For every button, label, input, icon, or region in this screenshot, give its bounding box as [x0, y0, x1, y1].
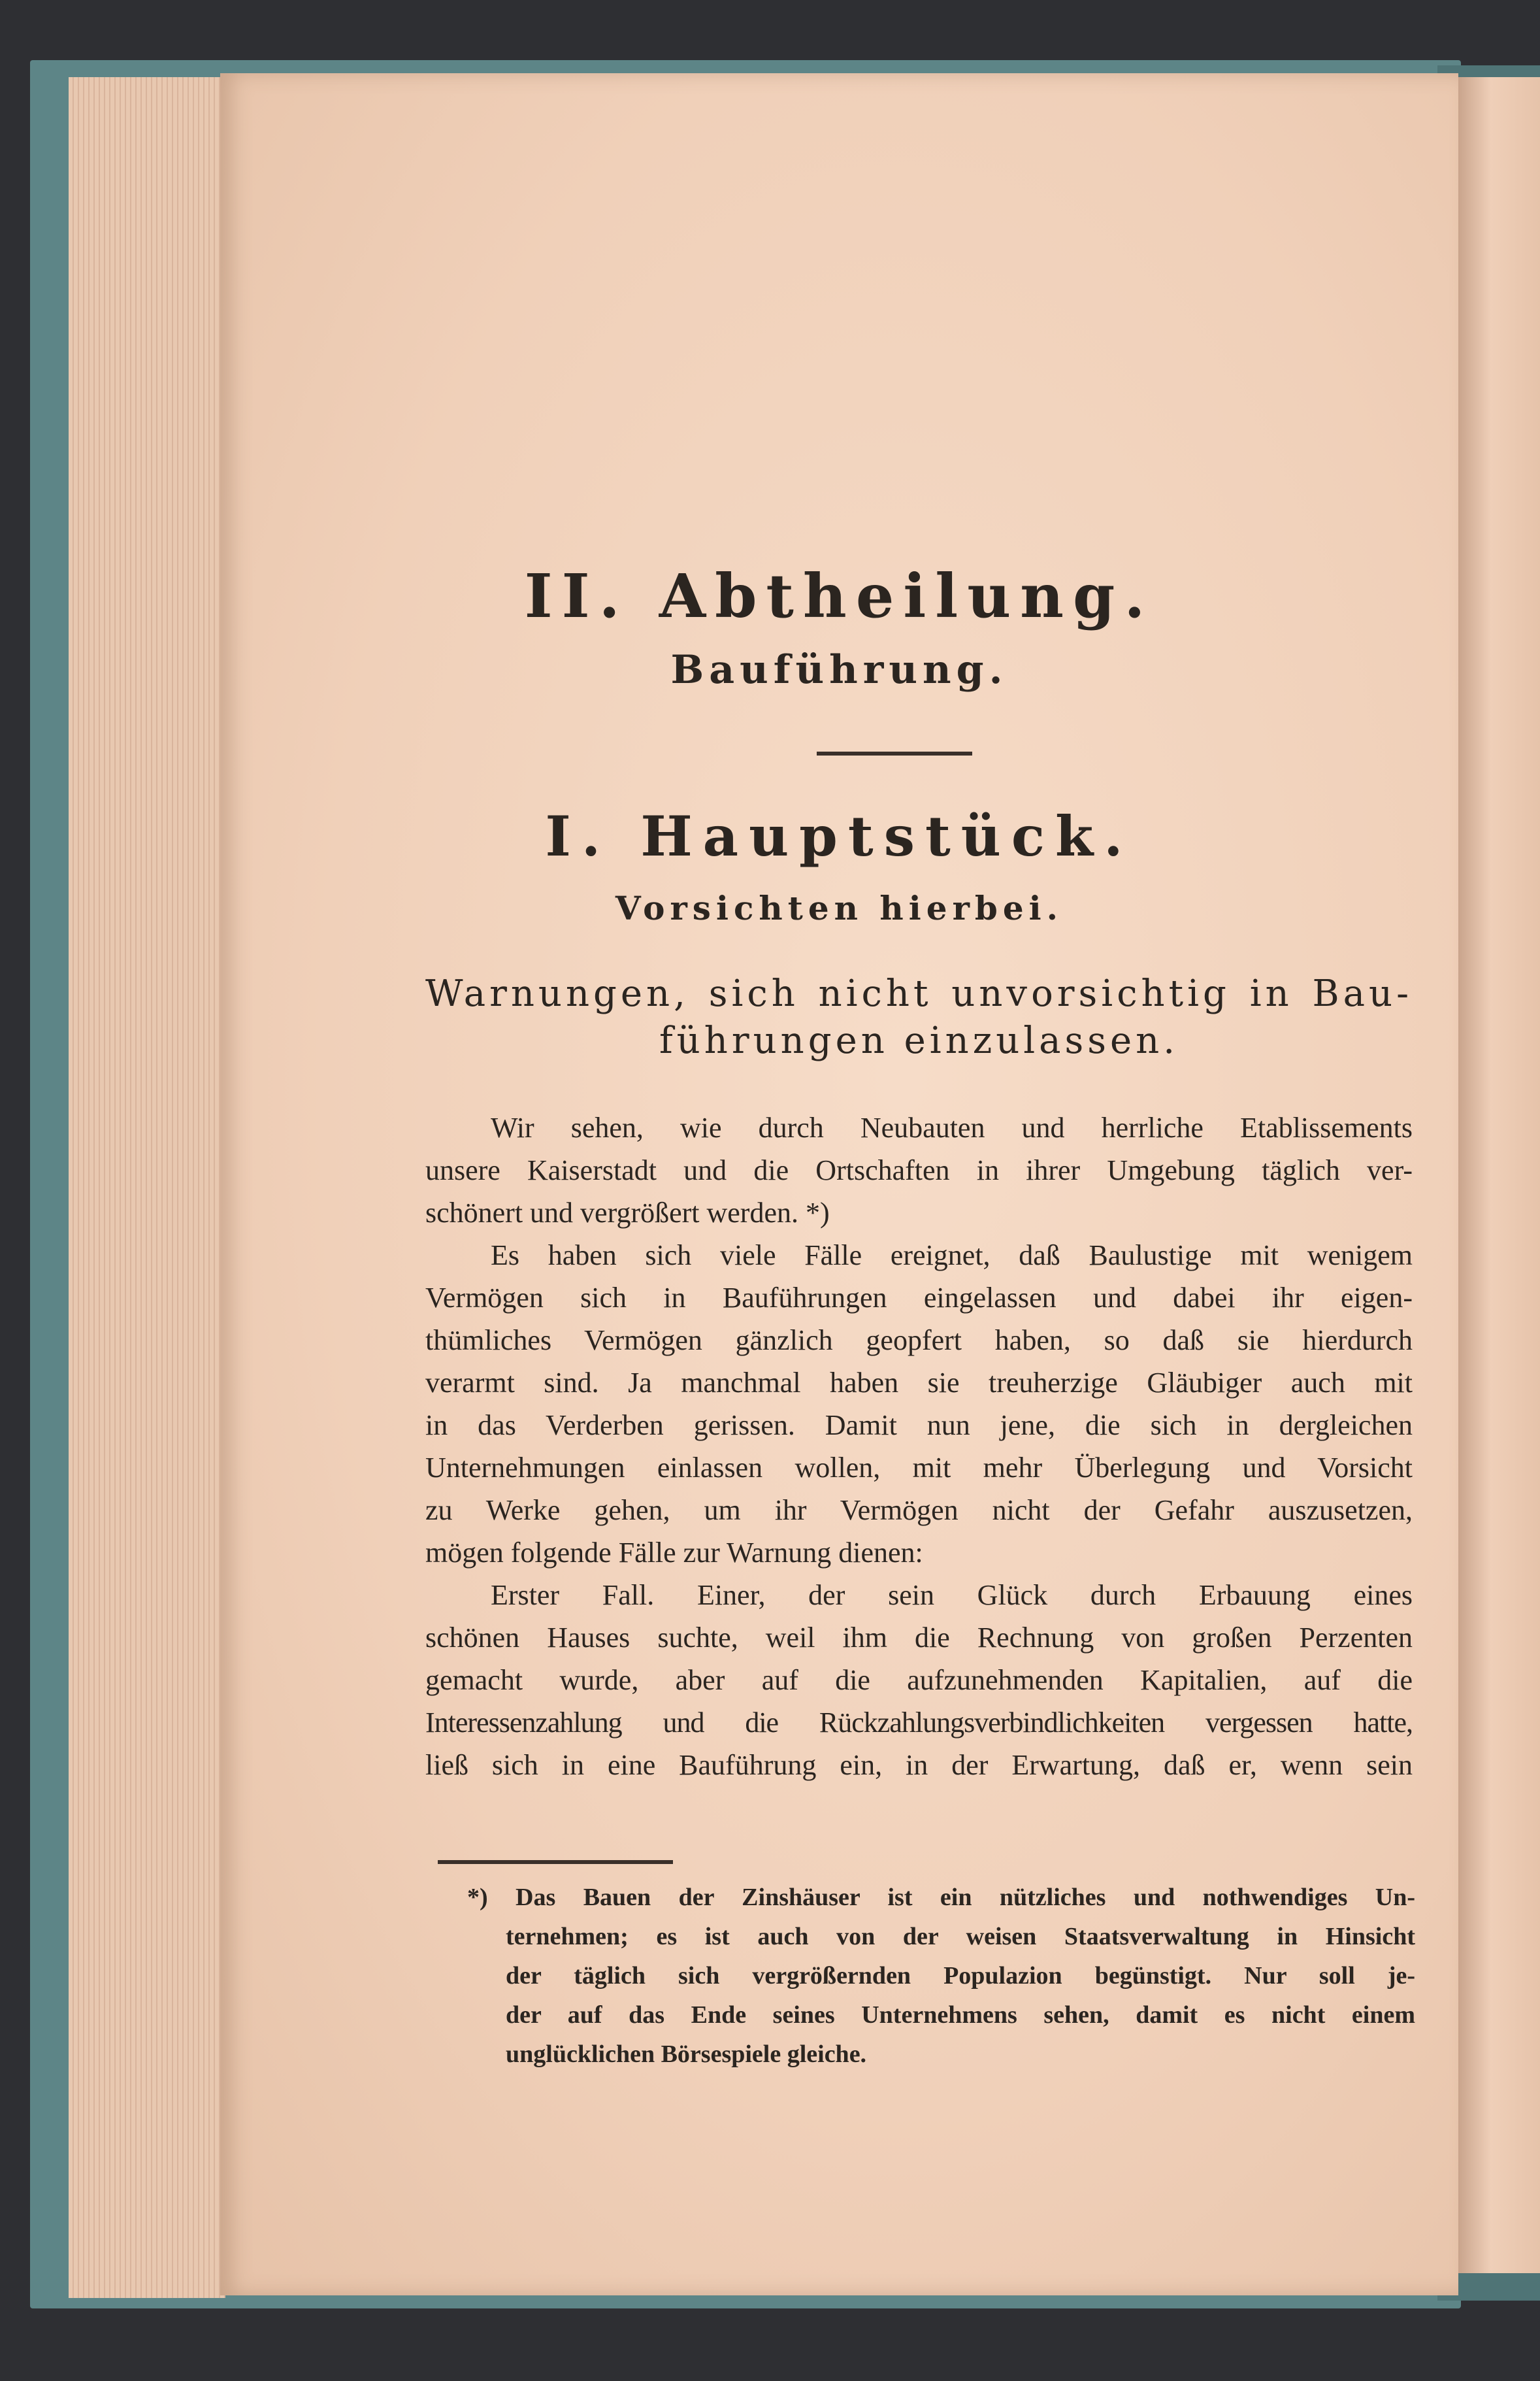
body-line: Vermögen sich in Bauführungen eingelassen und dabei ihr eigen-: [425, 1282, 1413, 1314]
footnote-divider: [438, 1860, 673, 1864]
footnote-line: der täglich sich vergrößernden Populazion begünstigt. Nur soll je-: [506, 1962, 1415, 1990]
body-line: verarmt sind. Ja manchmal haben sie treuherzige Gläubiger auch mit: [425, 1367, 1413, 1399]
section-heading: II. Abtheilung.: [524, 561, 1155, 631]
page-edges: [69, 77, 225, 2298]
chapter-heading: I. Hauptstück.: [545, 804, 1134, 869]
body-line: schönert und vergrößert werden. *): [425, 1197, 830, 1229]
body-line: gemacht wurde, aber auf die aufzunehmenden Kapitalien, auf die: [425, 1664, 1413, 1696]
footnote-line: *) Das Bauen der Zinshäuser ist ein nützliches und nothwendiges Un-: [467, 1884, 1415, 1911]
body-line: thümliches Vermögen gänzlich geopfert haben, so daß sie hierdurch: [425, 1324, 1413, 1356]
section-subheading: Bauführung.: [670, 647, 1008, 693]
article-title-line: Warnungen, sich nicht unvorsichtig in Bau-: [425, 973, 1413, 1015]
body-line: ließ sich in eine Bauführung ein, in der Erwartung, daß er, wenn sein: [425, 1749, 1413, 1781]
footnote-line: unglücklichen Börsespiele gleiche.: [506, 2040, 867, 2068]
chapter-subheading: Vorsichten hierbei.: [615, 889, 1064, 927]
heading-divider: [817, 752, 972, 756]
body-line: schönen Hauses suchte, weil ihm die Rechnung von großen Perzenten: [425, 1622, 1413, 1654]
body-line: in das Verderben gerissen. Damit nun jene, die sich in dergleichen: [425, 1409, 1413, 1441]
body-line: zu Werke gehen, um ihr Vermögen nicht der Gefahr auszusetzen,: [425, 1494, 1413, 1526]
footnote-line: der auf das Ende seines Unternehmens sehen, damit es nicht einem: [506, 2001, 1415, 2029]
footnote-line: ternehmen; es ist auch von der weisen Staatsverwaltung in Hinsicht: [506, 1923, 1415, 1950]
article-title-line: führungen einzulassen.: [659, 1020, 1179, 1062]
body-line: Wir sehen, wie durch Neubauten und herrliche Etablissements: [491, 1112, 1413, 1144]
body-line: Es haben sich viele Fälle ereignet, daß Baulustige mit wenigem: [491, 1239, 1413, 1271]
next-page-edge: [1458, 77, 1540, 2273]
body-line: Unternehmungen einlassen wollen, mit mehr Überlegung und Vorsicht: [425, 1452, 1413, 1484]
body-line: Interessenzahlung und die Rückzahlungsverbindlichkeiten vergessen hatte,: [425, 1707, 1413, 1739]
body-line: Erster Fall. Einer, der sein Glück durch Erbauung eines: [491, 1579, 1413, 1611]
body-line: mögen folgende Fälle zur Warnung dienen:: [425, 1537, 923, 1569]
body-line: unsere Kaiserstadt und die Ortschaften in ihrer Umgebung täglich ver-: [425, 1154, 1413, 1186]
